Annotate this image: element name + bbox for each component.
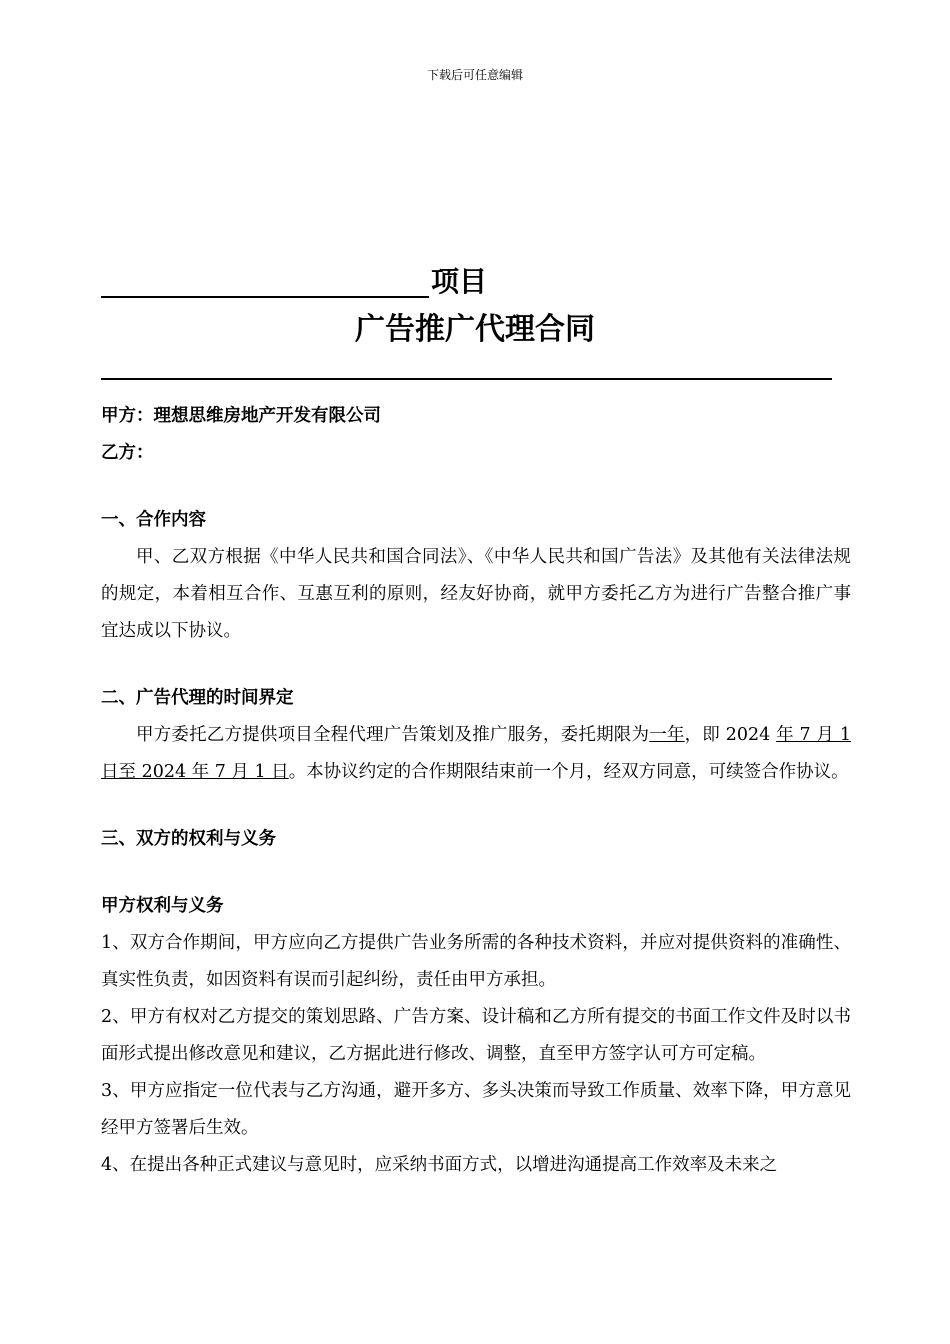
section-2-text-3: 。本协议约定的合作期限结束前一个月，经双方同意，可续签合作协议。 xyxy=(288,762,849,782)
title-divider xyxy=(101,378,832,380)
section-1-heading: 一、合作内容 xyxy=(101,510,206,530)
project-name-blank xyxy=(101,266,429,298)
party-a: 甲方：理想思维房地产开发有限公司 xyxy=(101,406,381,426)
party-a-rights-heading: 甲方权利与义务 xyxy=(101,896,224,916)
section-2-text-1: 甲方委托乙方提供项目全程代理广告策划及推广服务，委托期限为 xyxy=(136,725,650,745)
contract-title: 广告推广代理合同 xyxy=(355,312,595,347)
spacer xyxy=(101,858,851,888)
spacer xyxy=(101,650,851,680)
section-1-body: 甲、乙双方根据《中华人民共和国合同法》、《中华人民共和国广告法》及其他有关法律法规的规定，本着相互合作、互惠互利的原则，经友好协商，就甲方委托乙方为进行广告整合推广事宜达成以下协议。 xyxy=(101,547,851,641)
spacer xyxy=(101,472,851,502)
party-b: 乙方： xyxy=(101,443,154,463)
clause-item: 3、甲方应指定一位代表与乙方沟通，避开多方、多头决策而导致工作质量、效率下降，甲方意见经甲方签署后生效。 xyxy=(101,1081,851,1138)
header-note: 下载后可任意编辑 xyxy=(426,68,523,82)
project-title-line xyxy=(101,262,487,298)
project-title-suffix: 项目 xyxy=(431,265,488,298)
contract-body xyxy=(101,398,851,1184)
clause-item: 1、双方合作期间，甲方应向乙方提供广告业务所需的各种技术资料，并应对提供资料的准确性、真实性负责，如因资料有误而引起纠纷，责任由甲方承担。 xyxy=(101,933,851,990)
spacer xyxy=(101,791,851,821)
clause-item: 2、甲方有权对乙方提交的策划思路、广告方案、设计稿和乙方所有提交的书面工作文件及时以书面形式提出修改意见和建议，乙方据此进行修改、调整，直至甲方签字认可方可定稿。 xyxy=(101,1007,851,1064)
clause-item: 4、在提出各种正式建议与意见时，应采纳书面方式，以增进沟通提高工作效率及未来之 xyxy=(101,1155,778,1175)
section-2-text-2: ，即 2024 xyxy=(684,725,777,745)
section-2-heading: 二、广告代理的时间界定 xyxy=(101,688,294,708)
term-duration: 一年 xyxy=(649,725,685,745)
term-date-range: 年 7 月 1 日至 2024 年 7 月 1 日 xyxy=(101,725,852,782)
section-3-heading: 三、双方的权利与义务 xyxy=(101,829,276,849)
section-2-body xyxy=(101,717,851,791)
